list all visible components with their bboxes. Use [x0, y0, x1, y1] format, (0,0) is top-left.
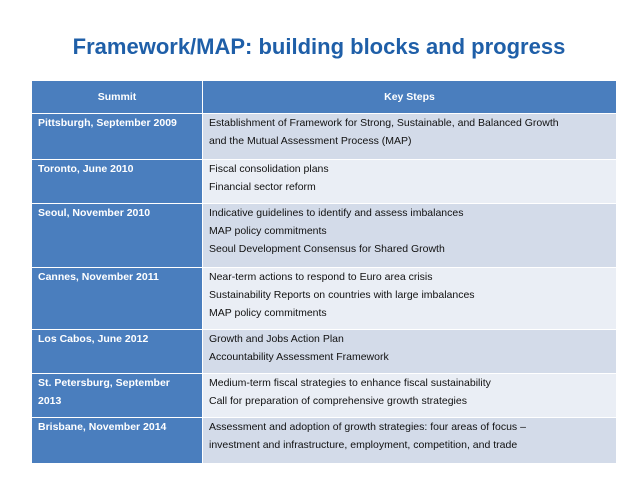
key-steps-cell — [203, 204, 617, 268]
summit-cell: Pittsburgh, September 2009 — [32, 114, 203, 160]
key-step-line: Fiscal consolidation plans — [209, 163, 329, 175]
summit-cell: Seoul, November 2010 — [32, 204, 203, 268]
key-step-line: Financial sector reform — [209, 181, 316, 193]
key-step-line: MAP policy commitments — [209, 307, 327, 319]
key-step-line: and the Mutual Assessment Process (MAP) — [209, 135, 412, 147]
summit-cell: Cannes, November 2011 — [32, 268, 203, 330]
table-row — [32, 268, 617, 330]
key-step-line: Accountability Assessment Framework — [209, 351, 389, 363]
slide-title: Framework/MAP: building blocks and progress — [72, 34, 566, 59]
summit-steps-table — [31, 80, 617, 464]
key-step-line: Assessment and adoption of growth strategies: four areas of focus – — [209, 421, 526, 433]
table-row — [32, 114, 617, 160]
key-step-line: Near-term actions to respond to Euro area crisis — [209, 271, 433, 283]
key-step-line: Seoul Development Consensus for Shared Growth — [209, 243, 445, 255]
table-row — [32, 418, 617, 464]
table-header-row — [32, 81, 617, 114]
key-step-line: Establishment of Framework for Strong, Sustainable, and Balanced Growth — [209, 117, 559, 129]
key-step-line: investment and infrastructure, employment, competition, and trade — [209, 439, 518, 451]
key-step-line: Medium-term fiscal strategies to enhance fiscal sustainability — [209, 377, 491, 389]
summit-cell: Los Cabos, June 2012 — [32, 330, 203, 374]
key-step-line: Sustainability Reports on countries with large imbalances — [209, 289, 475, 301]
table-row — [32, 330, 617, 374]
table-row — [32, 160, 617, 204]
key-step-line: Indicative guidelines to identify and assess imbalances — [209, 207, 464, 219]
key-step-line: Growth and Jobs Action Plan — [209, 333, 344, 345]
key-steps-cell — [203, 160, 617, 204]
key-steps-cell — [203, 374, 617, 418]
header-key-steps: Key Steps — [203, 81, 617, 114]
summit-cell: Toronto, June 2010 — [32, 160, 203, 204]
key-step-line: MAP policy commitments — [209, 225, 327, 237]
key-steps-cell — [203, 418, 617, 464]
header-summit: Summit — [32, 81, 203, 114]
key-steps-cell — [203, 268, 617, 330]
summit-cell: Brisbane, November 2014 — [32, 418, 203, 464]
summit-cell: St. Petersburg, September 2013 — [32, 374, 203, 418]
table-row — [32, 374, 617, 418]
key-steps-cell — [203, 114, 617, 160]
table-row — [32, 204, 617, 268]
key-step-line: Call for preparation of comprehensive growth strategies — [209, 395, 467, 407]
key-steps-cell — [203, 330, 617, 374]
